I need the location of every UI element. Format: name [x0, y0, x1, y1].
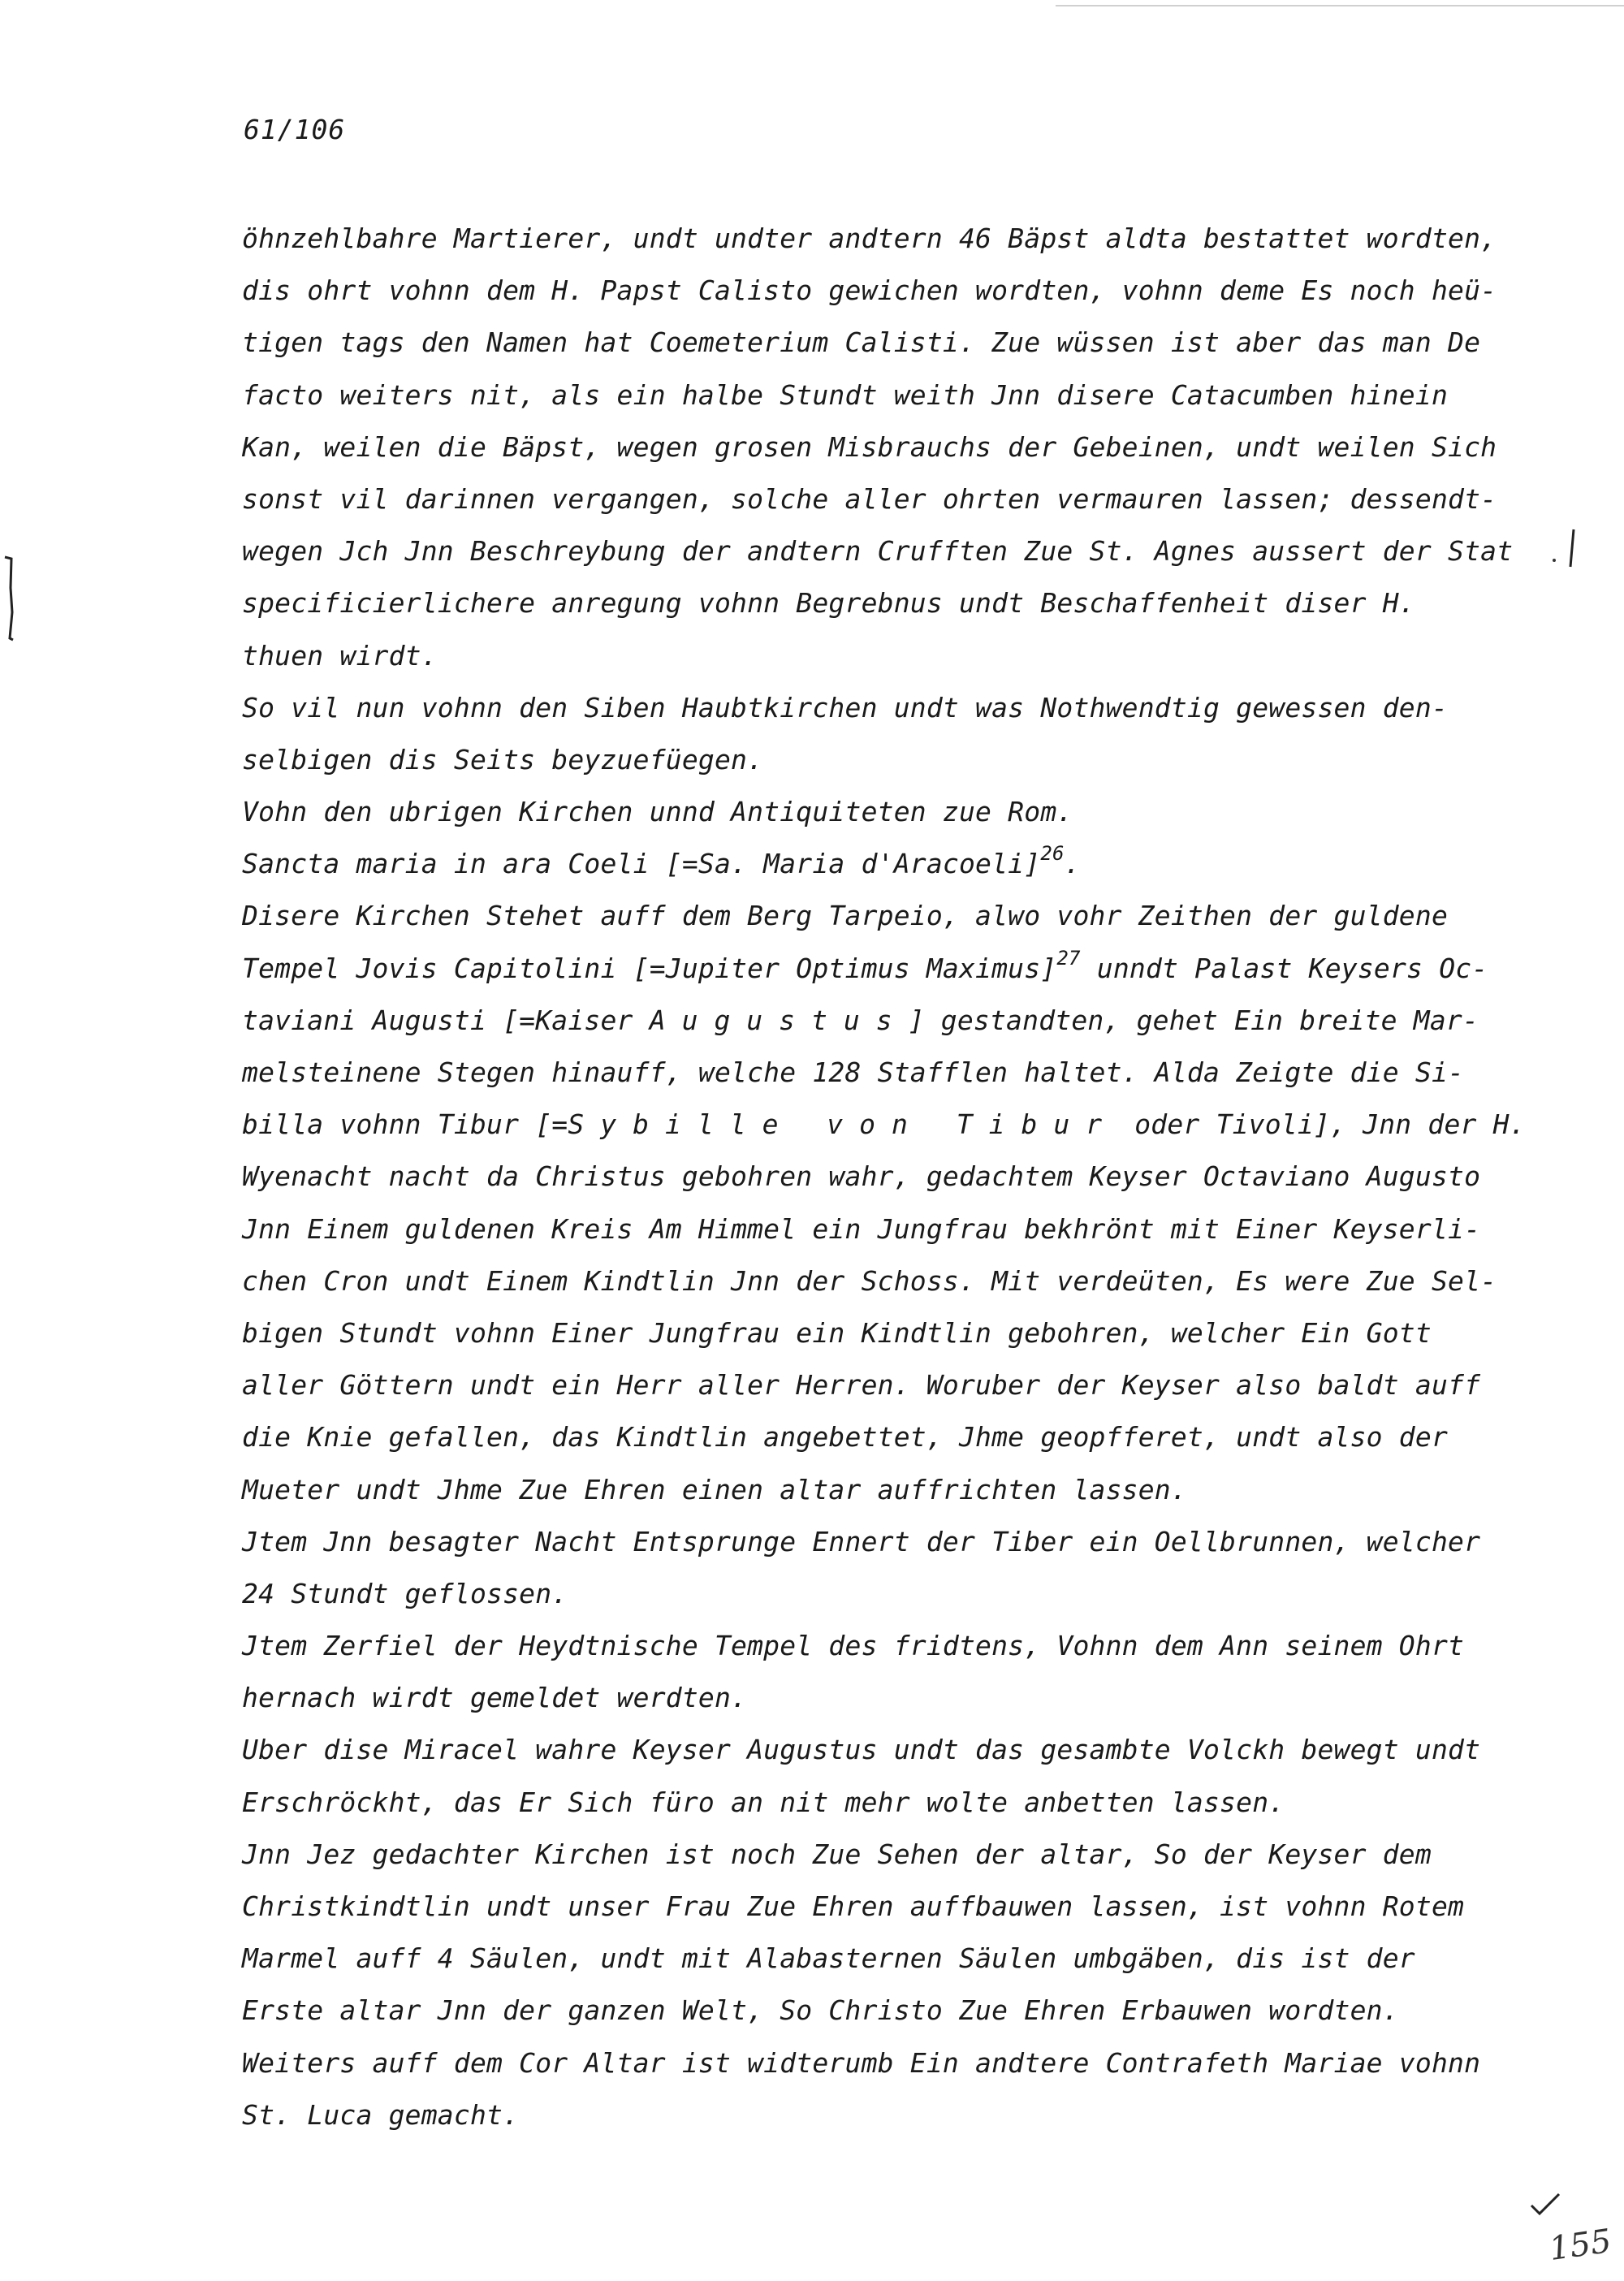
text-line: Jnn Jez gedachter Kirchen ist noch Zue Sehen der altar, So der Keyser dem	[242, 1838, 1432, 1870]
right-margin-mark	[1549, 526, 1582, 570]
check-mark-icon	[1530, 2192, 1562, 2217]
text-line: Erste altar Jnn der ganzen Welt, So Christo Zue Ehren Erbauwen wordten.	[242, 1994, 1399, 2027]
text-segment: Tempel Jovis Capitolini [=Jupiter Optimus Maximus]	[242, 952, 1057, 984]
text-line: Jtem Jnn besagter Nacht Entsprunge Ennert der Tiber ein Oellbrunnen, welcher	[242, 1525, 1481, 1557]
text-line: Erschröckht, das Er Sich füro an nit mehr wolte anbetten lassen.	[242, 1786, 1285, 1818]
text-line	[242, 1099, 1541, 1151]
top-edge-rule	[1056, 5, 1624, 6]
text-line: wegen Jch Jnn Beschreybung der andtern Crufften Zue St. Agnes aussert der Stat	[242, 535, 1514, 568]
church-heading-end: .	[1064, 848, 1081, 880]
text-line	[242, 995, 1541, 1047]
spaced-name-sybille: Sybille von Tibur	[568, 1108, 1119, 1141]
text-line: So vil nun vohnn den Siben Haubtkirchen undt was Nothwendtig gewessen den-	[242, 691, 1449, 724]
text-segment: oder Tivoli], Jnn der H.	[1118, 1108, 1526, 1141]
text-line: hernach wirdt gemeldet werdten.	[242, 1682, 748, 1714]
text-line: Jtem Zerfiel der Heydtnische Tempel des fridtens, Vohnn dem Ann seinem Ohrt	[242, 1630, 1465, 1662]
text-line: chen Cron undt Einem Kindtlin Jnn der Schoss. Mit verdeüten, Es were Zue Sel-	[242, 1264, 1497, 1297]
church-heading-text: Sancta maria in ara Coeli [=Sa. Maria d'Aracoeli]	[242, 848, 1041, 880]
text-segment: ] gestandten, gehet Ein breite Mar-	[908, 1004, 1479, 1036]
text-line: die Knie gefallen, das Kindtlin angebettet, Jhme geopfferet, undt also der	[242, 1421, 1449, 1454]
text-line: Jnn Einem guldenen Kreis Am Himmel ein Jungfrau bekhrönt mit Einer Keyserli-	[242, 1212, 1481, 1245]
text-line: selbigen dis Seits beyzuefüegen.	[242, 743, 764, 775]
text-line: Disere Kirchen Stehet auff dem Berg Tarpeio, alwo vohr Zeithen der guldene	[242, 900, 1449, 932]
text-line: thuen wirdt.	[242, 639, 438, 672]
church-heading	[242, 838, 1541, 890]
text-line	[242, 943, 1541, 995]
text-line: Uber dise Miracel wahre Keyser Augustus undt das gesambte Volckh bewegt undt	[242, 1734, 1481, 1766]
text-segment: billa vohnn Tibur [=	[242, 1108, 568, 1141]
text-line: tigen tags den Namen hat Coemeterium Calisti. Zue wüssen ist aber das man De	[242, 326, 1481, 359]
text-line: Weiters auff dem Cor Altar ist widterumb Ein andtere Contrafeth Mariae vohnn	[242, 2046, 1481, 2079]
text-line: aller Göttern undt ein Herr aller Herren. Woruber der Keyser also baldt auff	[242, 1369, 1481, 1402]
text-segment: unndt Palast Keysers Oc-	[1080, 952, 1488, 984]
text-line: bigen Stundt vohnn Einer Jungfrau ein Kindtlin gebohren, welcher Ein Gott	[242, 1316, 1432, 1349]
text-line: sonst vil darinnen vergangen, solche aller ohrten vermauren lassen; dessendt-	[242, 482, 1497, 515]
text-line: Kan, weilen die Bäpst, wegen grosen Misbrauchs der Gebeinen, undt weilen Sich	[242, 430, 1497, 463]
text-line: Wyenacht nacht da Christus gebohren wahr, gedachtem Keyser Octaviano Augusto	[242, 1160, 1481, 1193]
folio-number: 155	[1547, 2222, 1614, 2269]
footnote-ref-27: 27	[1056, 946, 1081, 970]
text-line: Marmel auff 4 Säulen, undt mit Alabasternen Säulen umbgäben, dis ist der	[242, 1942, 1415, 1975]
text-line: St. Luca gemacht.	[242, 2098, 520, 2131]
transcription-text	[242, 213, 1541, 2141]
text-line: Christkindtlin undt unser Frau Zue Ehren auffbauwen lassen, ist vohnn Rotem	[242, 1890, 1465, 1922]
spaced-name-augustus: Augustus	[649, 1004, 909, 1036]
page-number: 61/106	[244, 114, 346, 145]
text-line: facto weiters nit, als ein halbe Stundt weith Jnn disere Catacumben hinein	[242, 378, 1449, 411]
text-line: Mueter undt Jhme Zue Ehren einen altar auffrichten lassen.	[242, 1473, 1187, 1506]
text-line: specificierlichere anregung vohnn Begrebnus undt Beschaffenheit diser H.	[242, 587, 1415, 620]
section-heading: Vohn den ubrigen Kirchen unnd Antiquiteten zue Rom.	[242, 796, 1073, 828]
text-line: dis ohrt vohnn dem H. Papst Calisto gewichen wordten, vohnn deme Es noch heü-	[242, 274, 1497, 307]
text-line: 24 Stundt geflossen.	[242, 1577, 568, 1609]
text-segment: taviani Augusti [=Kaiser	[242, 1004, 633, 1036]
text-line: öhnzehlbahre Martierer, undt undter andtern 46 Bäpst aldta bestattet wordten,	[242, 222, 1497, 254]
left-margin-bracket-mark	[3, 555, 15, 642]
text-line: melsteinene Stegen hinauff, welche 128 Stafflen haltet. Alda Zeigte die Si-	[242, 1056, 1465, 1088]
footnote-ref-26: 26	[1040, 842, 1065, 866]
